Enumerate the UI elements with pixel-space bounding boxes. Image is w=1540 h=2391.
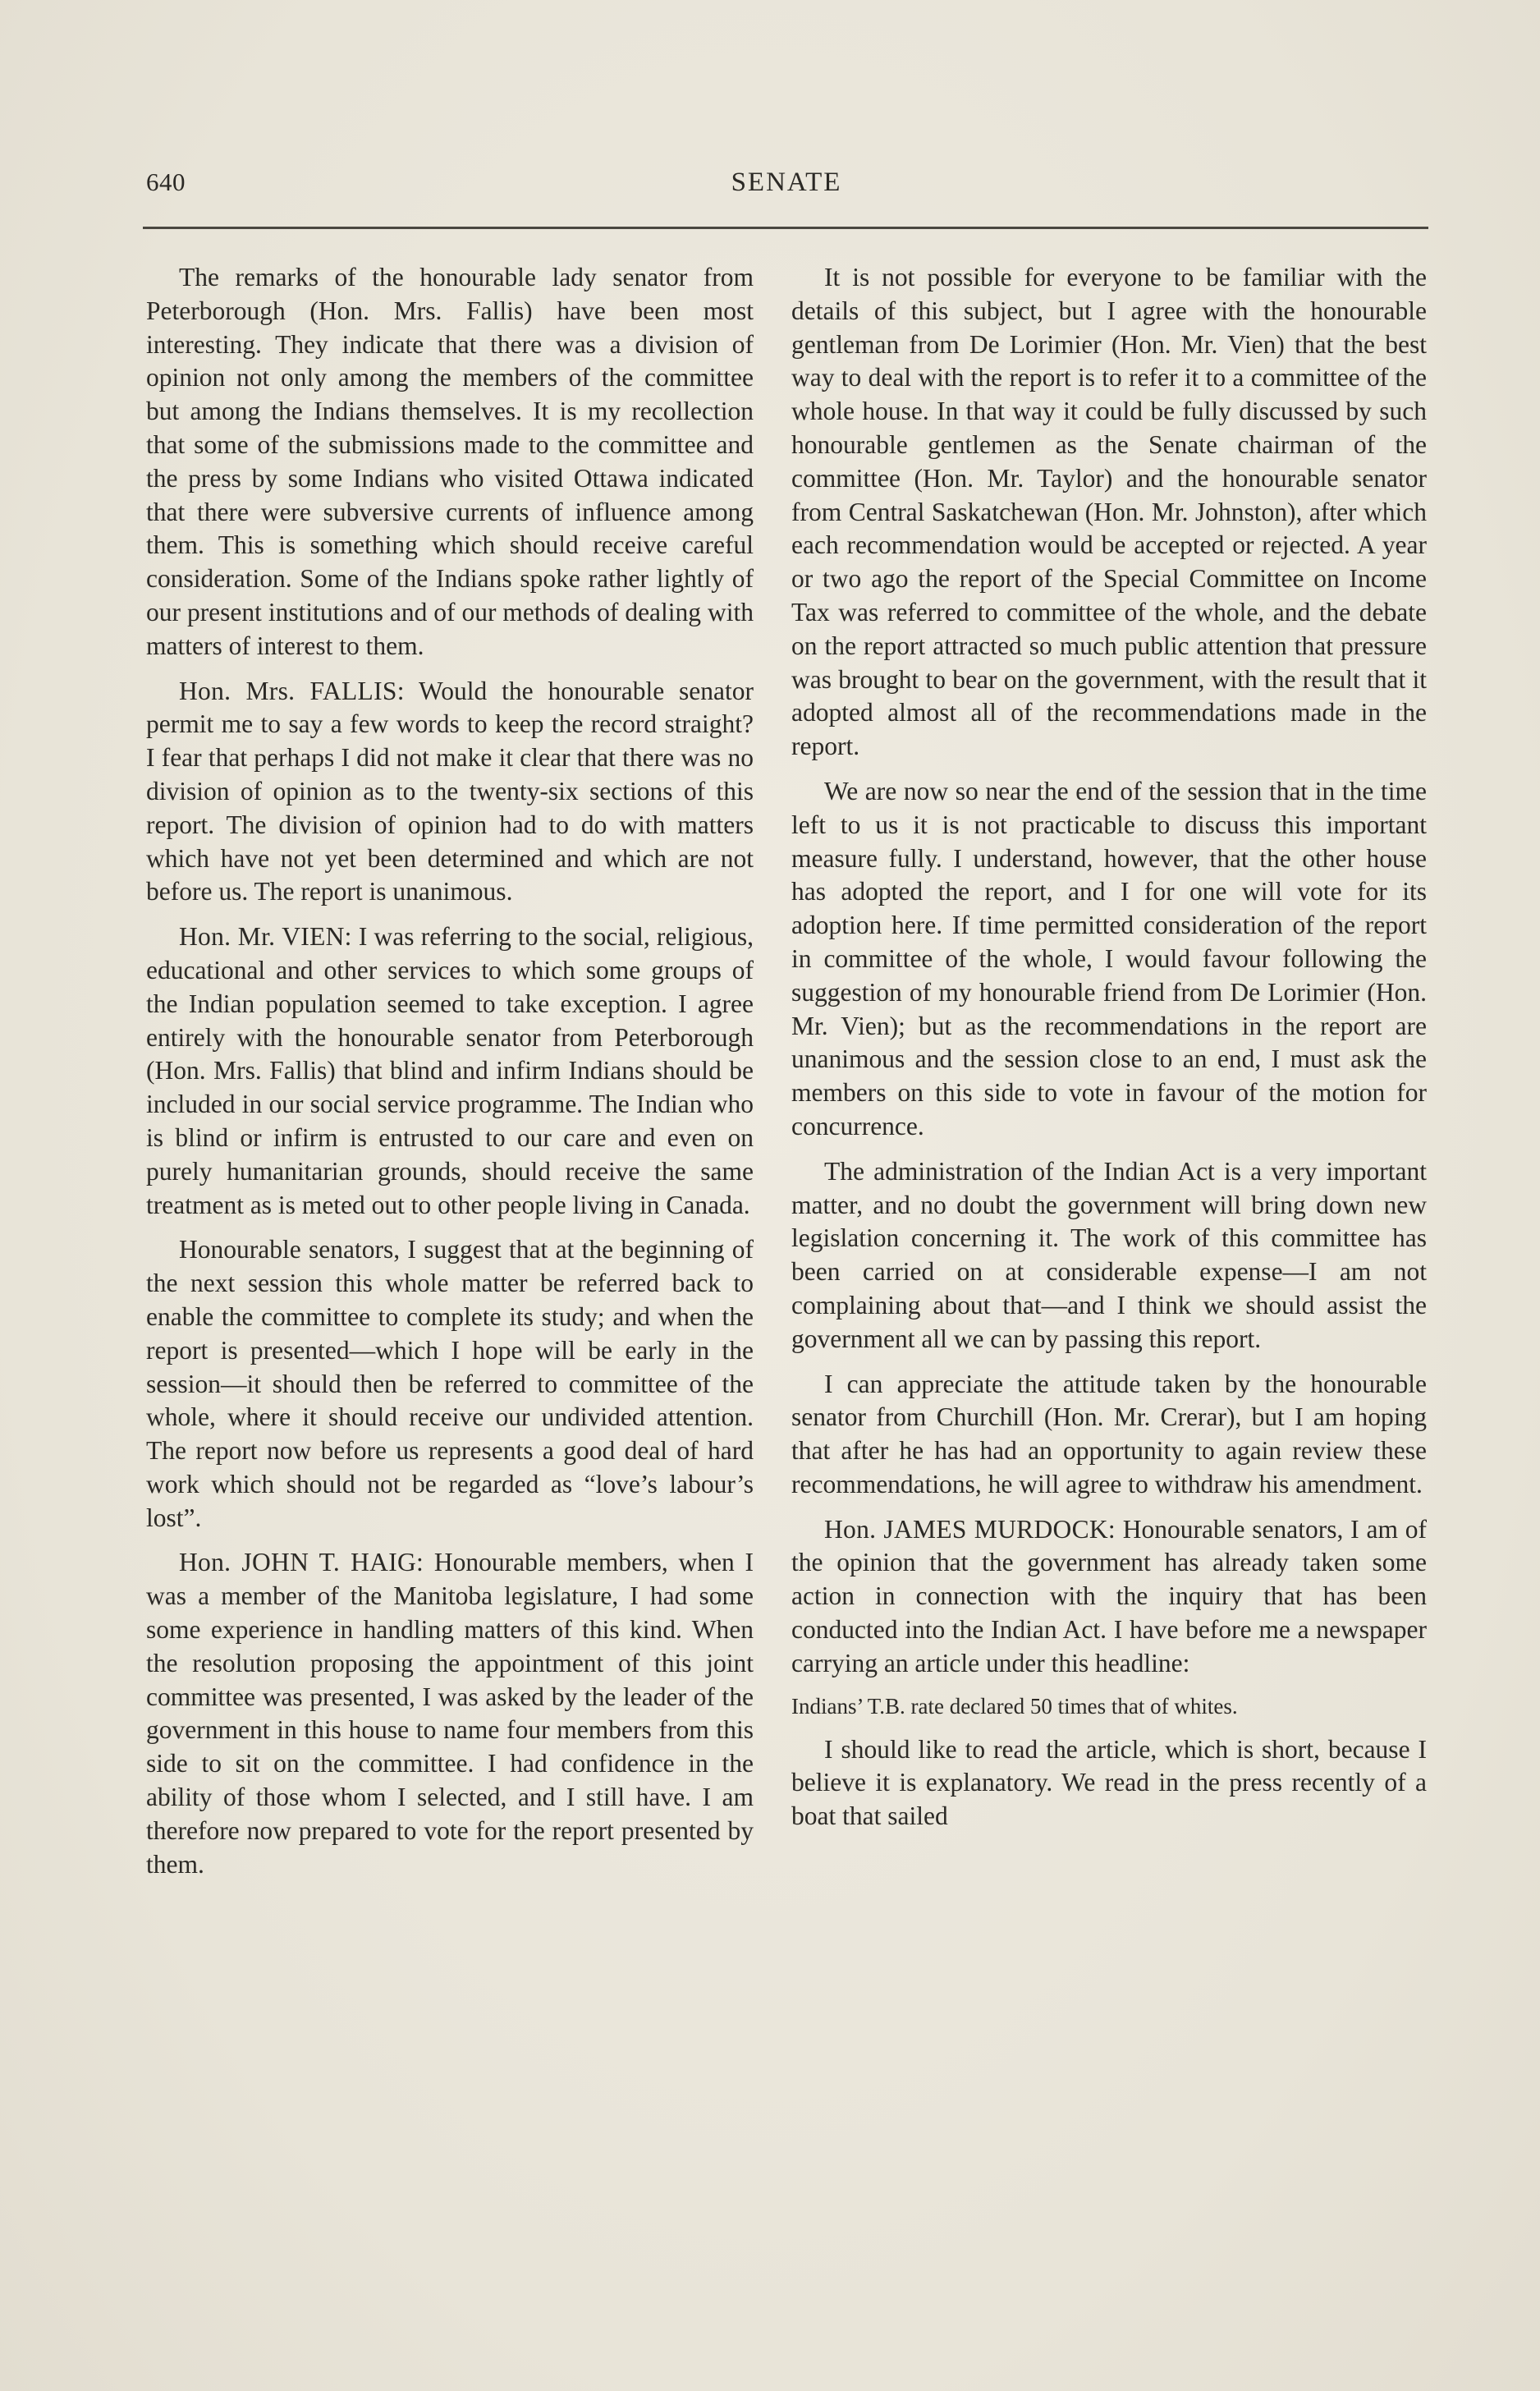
paragraph-text: Honourable senators, I suggest that at the beginning of the next session this whole matter be referred back to enable the committee to complete its study; and when the report is presented—which I hope will be early in the session—it should then be referred to committee of the whole, where it should receive our undivided attention. The report now before us represents a good deal of hard work which should not be regarded as “love’s labour’s lost”. (146, 1235, 754, 1532)
header-rule (143, 227, 1428, 229)
paragraph-text: We are now so near the end of the session that in the time left to us it is not practicable to discuss this important measure fully. I understand, however, that the other house has adopted the report, and I for one will vote for its adoption here. If time permitted consideration of the report in committee of the whole, I would favour following the suggestion of my honourable friend from De Lorimier (Hon. Mr. Vien); but as the recommendations in the report are unanimous and the session close to an end, I must ask the members on this side to vote in favour of the motion for concurrence. (791, 776, 1427, 1140)
paragraph (791, 1155, 1427, 1356)
quote-text: Indians’ T.B. rate declared 50 times that of whites. (791, 1693, 1238, 1719)
paragraph (146, 1546, 754, 1881)
paragraph-text: Honourable members, when I was a member of the Manitoba legislature, I had some some experience in handling matters of this kind. When the resolution proposing the appointment of this joint committee was presented, I was asked by the leader of the government in this house to name four members from this side to sit on the committee. I had confidence in the ability of those whom I selected, and I still have. I am therefore now prepared to vote for the report presented by them. (146, 1548, 754, 1879)
paragraph (791, 1368, 1427, 1502)
paragraph-text: The administration of the Indian Act is a very important matter, and no doubt the government will bring down new legislation concerning it. The work of this committee has been carried on at considerable expense—I am not complaining about that—and I think we should assist the government all we can by passing this report. (791, 1156, 1427, 1353)
paragraph (791, 1513, 1427, 1681)
running-head: SENATE (731, 168, 842, 197)
paragraph-text: I should like to read the article, which is short, because I believe it is explanatory. We read in the press recently of a boat that sailed (791, 1734, 1427, 1831)
left-column (146, 261, 754, 1893)
paragraph (146, 1233, 754, 1535)
speaker-name: Hon. JAMES MURDOCK: (824, 1514, 1116, 1544)
page-number: 640 (146, 168, 186, 196)
paragraph-text: Honourable senators, I am of the opinion that the government has already taken some action in connection with the inquiry that has been conducted into the Indian Act. I have before me a newspaper carrying an article under this headline: (791, 1514, 1428, 1677)
paragraph-text: Would the honourable senator permit me to say a few words to keep the record straight? I fear that perhaps I did not make it clear that there was no division of opinion as to the twenty-six sections of this report. The division of opinion had to do with matters which have not yet been determined and which are not before us. The report is unanimous. (146, 676, 754, 906)
paragraph-text: The remarks of the honourable lady senator from Peterborough (Hon. Mrs. Fallis) have been most interesting. They indicate that there was a division of opinion not only among the members of the committee but among the Indians themselves. It is my recollection that some of the submissions made to the committee and the press by some Indians who visited Ottawa indicated that there were subversive currents of influence among them. This is something which should receive careful consideration. Some of the Indians spoke rather lightly of our present institutions and of our methods of dealing with matters of interest to them. (146, 263, 754, 660)
paragraph (791, 261, 1427, 764)
speaker-name: Hon. Mrs. FALLIS: (179, 676, 405, 705)
paragraph-text: I can appreciate the attitude taken by the honourable senator from Churchill (Hon. Mr. Crerar), but I am hoping that after he has had an opportunity to again review these recommendations, he will agree to withdraw his amendment. (791, 1369, 1427, 1498)
page-header (146, 168, 1427, 209)
paragraph (146, 261, 754, 663)
paragraph-text: It is not possible for everyone to be familiar with the details of this subject, but I agree with the honourable gentleman from De Lorimier (Hon. Mr. Vien) that the best way to deal with the report is to refer it to a committee of the whole house. In that way it could be fully discussed by such honourable gentlemen as the Senate chairman of the committee (Hon. Mr. Taylor) and the honourable senator from Central Saskatchewan (Hon. Mr. Johnston), after which each recommendation would be accepted or rejected. A year or two ago the report of the Special Committee on Income Tax was referred to committee of the whole, and the debate on the report attracted so much public attention that pressure was brought to bear on the government, with the result that it adopted almost all of the recommendations made in the report. (791, 263, 1427, 761)
paragraph-text: I was referring to the social, religious, educational and other services to which some groups of the Indian population seemed to take exception. I agree entirely with the honourable senator from Peterborough (Hon. Mrs. Fallis) that blind and infirm Indians should be included in our social service programme. The Indian who is blind or infirm is entrusted to our care and even on purely humanitarian grounds, should receive the same treatment as is meted out to other people living in Canada. (146, 922, 754, 1219)
paragraph (146, 675, 754, 910)
paragraph (146, 920, 754, 1222)
speaker-name: Hon. Mr. VIEN: (179, 922, 352, 952)
paragraph (791, 1733, 1427, 1833)
newspaper-headline-quote (791, 1692, 1427, 1720)
paragraph (791, 775, 1427, 1144)
speaker-name: Hon. JOHN T. HAIG: (179, 1548, 424, 1577)
right-column (791, 261, 1427, 1845)
